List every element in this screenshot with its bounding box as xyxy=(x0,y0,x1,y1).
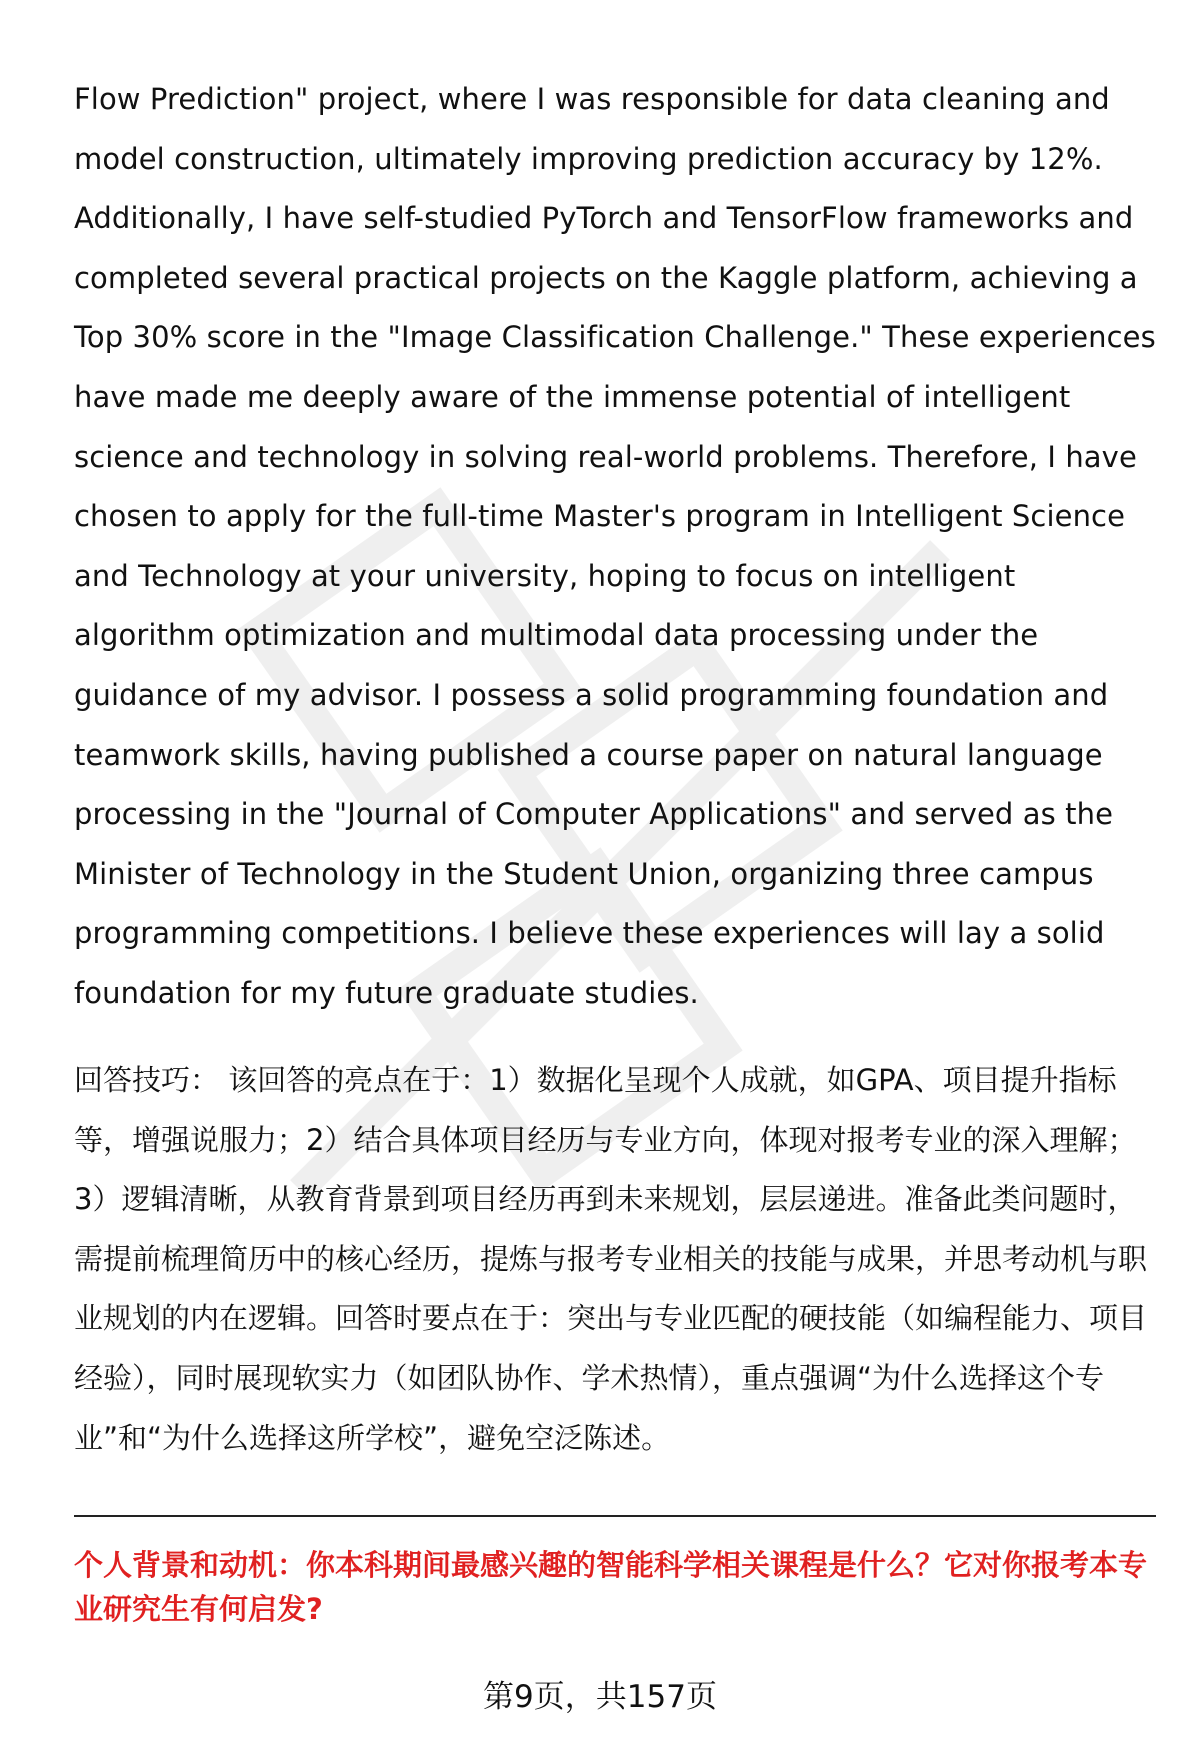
answer-paragraph: Flow Prediction" project, where I was responsible for data cleaning and model construction, ultimately improving prediction accuracy by 12%. Additionally, I have self-studied PyTorch and TensorFlow frameworks and completed several practical projects on the Kaggle platform, achieving a Top 30% score in the "Image Classification Challenge." These experiences have made me deeply aware of the immense potential of intelligent science and technology in solving real-world problems. Therefore, I have chosen to apply for the full-time Master's program in Intelligent Science and Technology at your university, hoping to focus on intelligent algorithm optimization and multimodal data processing under the guidance of my advisor. I possess a solid programming foundation and teamwork skills, having published a course paper on natural language processing in the "Journal of Computer Applications" and served as the Minister of Technology in the Student Union, organizing three campus programming competitions. I believe these experiences will lay a solid foundation for my future graduate studies. xyxy=(74,82,1156,1010)
section-divider xyxy=(74,1515,1156,1517)
answer-section xyxy=(74,70,1164,1024)
tips-label: 回答技巧： xyxy=(74,1063,220,1097)
next-question-heading: 个人背景和动机：你本科期间最感兴趣的智能科学相关课程是什么？它对你报考本专业研究生有何启发? xyxy=(74,1548,1148,1626)
page-number: 第9页，共157页 xyxy=(483,1679,717,1715)
tips-text: 该回答的亮点在于：1）数据化呈现个人成就，如GPA、项目提升指标等，增强说服力；2）结合具体项目经历与专业方向，体现对报考专业的深入理解；3）逻辑清晰，从教育背景到项目经历再到未来规划，层层递进。准备此类问题时，需提前梳理简历中的核心经历，提炼与报考专业相关的技能与成果，并思考动机与职业规划的内在逻辑。回答时要点在于：突出与专业匹配的硬技能（如编程能力、项目经验），同时展现软实力（如团队协作、学术热情），重点强调“为什么选择这个专业”和“为什么选择这所学校”，避免空泛陈述。 xyxy=(74,1063,1148,1455)
answer-tips xyxy=(74,1051,1164,1468)
